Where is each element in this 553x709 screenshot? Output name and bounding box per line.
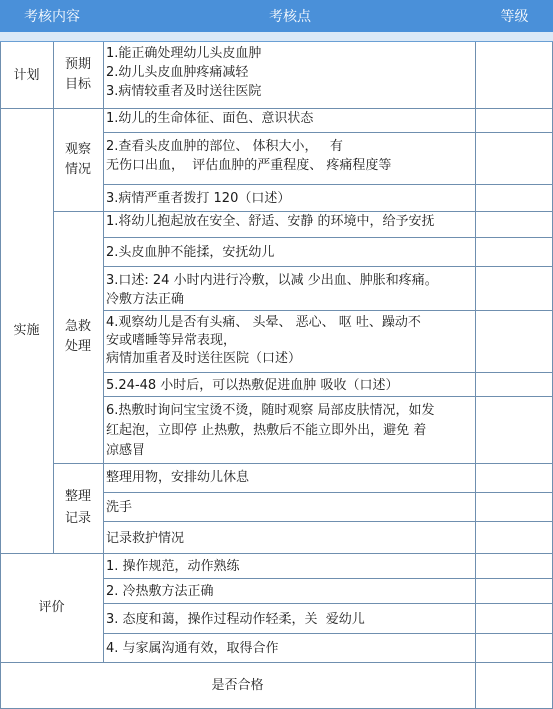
pass-label: 是否合格 bbox=[211, 677, 264, 693]
list-item: 5.24-48 小时后，可以热敷促进血肿 吸收（口述） bbox=[106, 377, 399, 393]
section-label-evaluate: 评价 bbox=[38, 600, 65, 615]
list-item: 1.幼儿的生命体征、面色、意识状态 bbox=[106, 111, 314, 126]
list-item: 1.能正确处理幼儿头皮血肿 bbox=[106, 46, 262, 61]
section-label-plan: 计划 bbox=[13, 67, 40, 83]
list-item: 3.病情严重者拨打 120（口述） bbox=[106, 191, 291, 206]
list-item: 2. 冷热敷方法正确 bbox=[106, 584, 214, 599]
sub-label-record: 整理 记录 bbox=[64, 489, 91, 526]
header-points: 考核点 bbox=[104, 0, 476, 32]
list-item: 整理用物，安排幼儿休息 bbox=[106, 470, 250, 485]
list-item: 6.热敷时询问宝宝烫不烫，随时观察 局部皮肤情况，如发 红起泡，立即停 止热敷，热敷后不能立即外出，避免 着 凉感冒 bbox=[106, 403, 435, 458]
list-item: 2.查看头皮血肿的部位、 体积大小， 有 无伤口出血， 评估血肿的严重程度、 疼痛程度等 bbox=[106, 139, 392, 173]
list-item: 1.将幼儿抱起放在安全、舒适、安静 的环境中，给予安抚 bbox=[106, 214, 435, 229]
list-item: 2.头皮血肿不能揉，安抚幼儿 bbox=[106, 245, 275, 260]
section-label-implement: 实施 bbox=[13, 323, 40, 338]
list-item: 3.病情较重者及时送往医院 bbox=[106, 84, 262, 99]
sub-label-observe: 观察 情况 bbox=[64, 141, 91, 177]
list-item: 3.口述: 24 小时内进行冷敷，以减 少出血、肿胀和疼痛。 冷敷方法正确 bbox=[106, 273, 438, 307]
list-item: 1. 操作规范，动作熟练 bbox=[106, 559, 240, 574]
list-item: 洗手 bbox=[106, 500, 133, 515]
list-item: 3. 态度和蔼，操作过程动作轻柔，关 爱幼儿 bbox=[106, 611, 365, 627]
sub-label-rescue: 急救 处理 bbox=[64, 319, 91, 354]
header-grade: 等级 bbox=[476, 0, 553, 32]
list-item: 记录救护情况 bbox=[106, 530, 185, 546]
list-item: 4. 与家属沟通有效，取得合作 bbox=[106, 641, 279, 656]
header-underline bbox=[0, 32, 553, 42]
list-item: 4.观察幼儿是否有头痛、 头晕、 恶心、 呕 吐、躁动不 安或嗜睡等异常表现， 病情加重者及时送往医院（口述） bbox=[106, 315, 421, 366]
sub-label-goal: 预期 目标 bbox=[64, 57, 91, 92]
plan-items bbox=[103, 42, 475, 108]
list-item: 2.幼儿头皮血肿疼痛减轻 bbox=[106, 65, 249, 80]
table-header bbox=[0, 0, 553, 42]
grid-line bbox=[475, 42, 476, 709]
header-content: 考核内容 bbox=[0, 0, 104, 32]
